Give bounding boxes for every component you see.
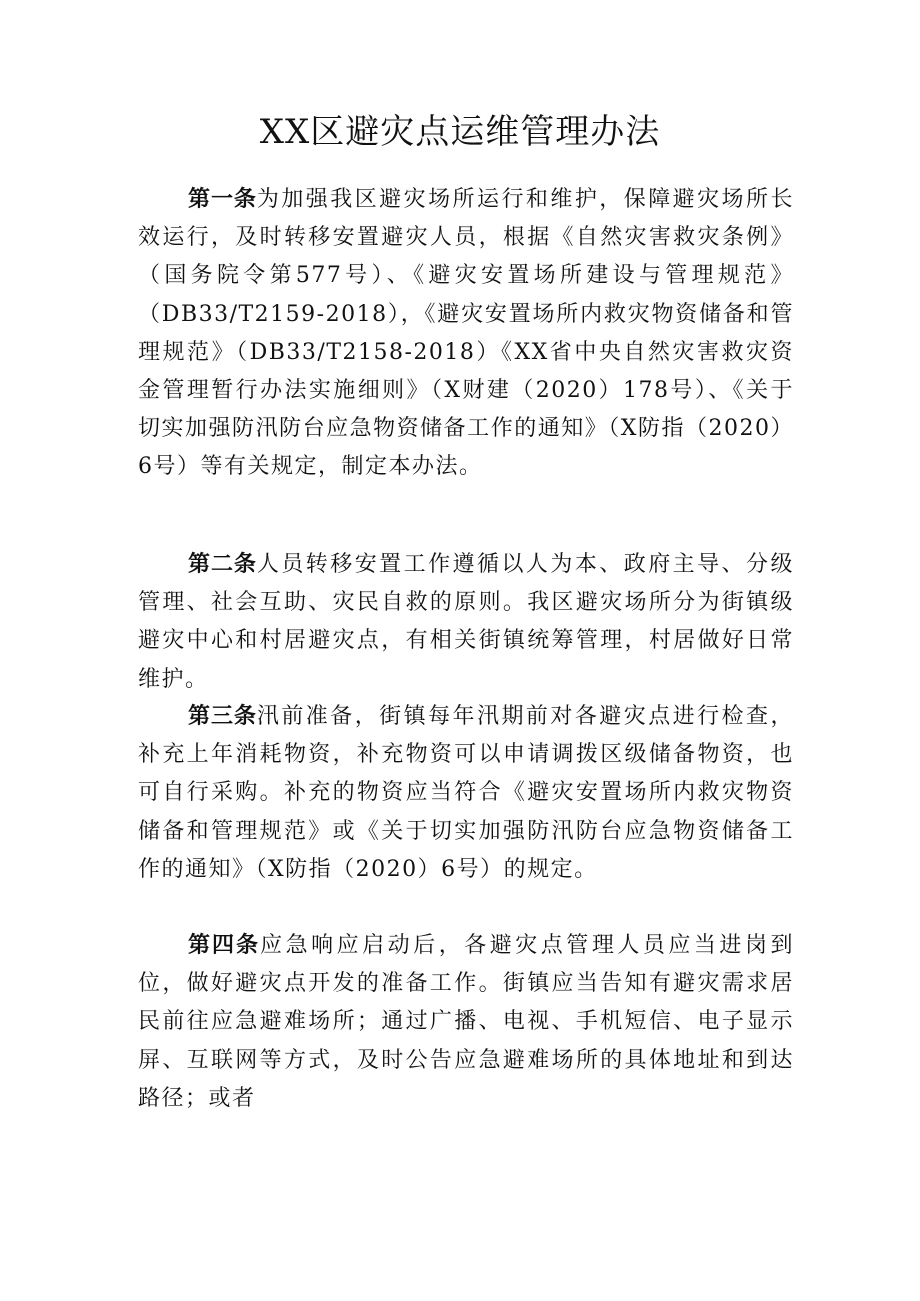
article-3-text: 汛前准备，街镇每年汛期前对各避灾点进行检查，补充上年消耗物资，补充物资可以申请调拨区级储备物资，也可自行采购。补充的物资应当符合《避灾安置场所内救灾物资储备和管理规范》或《关于切实加强防汛防台应急物资储备工作的通知》（X防指（2020）6号）的规定。 [138,704,794,882]
article-2-paragraph [138,546,794,699]
article-3-label: 第三条 [188,704,257,729]
article-1-label: 第一条 [188,187,257,212]
article-4-paragraph [138,927,794,1118]
article-3-paragraph [138,698,794,889]
article-2-label: 第二条 [188,552,257,577]
article-1-text: 为加强我区避灾场所运行和维护，保障避灾场所长效运行，及时转移安置避灾人员，根据《自然灾害救灾条例》（国务院令第577号）、《避灾安置场所建设与管理规范》（DB33/T2159-2018），《避灾安置场所内救灾物资储备和管理规范》（DB33/T2158-2018）《XX省中央自然灾害救灾资金管理暂行办法实施细则》（X财建（2020）178号）、《关于切实加强防汛防台应急物资储备工作的通知》（X防指（2020）6号）等有关规定，制定本办法。 [138,187,794,480]
document-title: XX区避灾点运维管理办法 [259,112,661,152]
article-4-label: 第四条 [188,933,261,958]
article-2-text: 人员转移安置工作遵循以人为本、政府主导、分级管理、社会互助、灾民自救的原则。我区避灾场所分为街镇级避灾中心和村居避灾点，有相关街镇统筹管理，村居做好日常维护。 [138,552,794,692]
article-4-text: 应急响应启动后，各避灾点管理人员应当进岗到位，做好避灾点开发的准备工作。街镇应当告知有避灾需求居民前往应急避难场所；通过广播、电视、手机短信、电子显示屏、互联网等方式，及时公告应急避难场所的具体地址和到达路径；或者 [138,933,794,1111]
article-1-paragraph [138,181,794,487]
